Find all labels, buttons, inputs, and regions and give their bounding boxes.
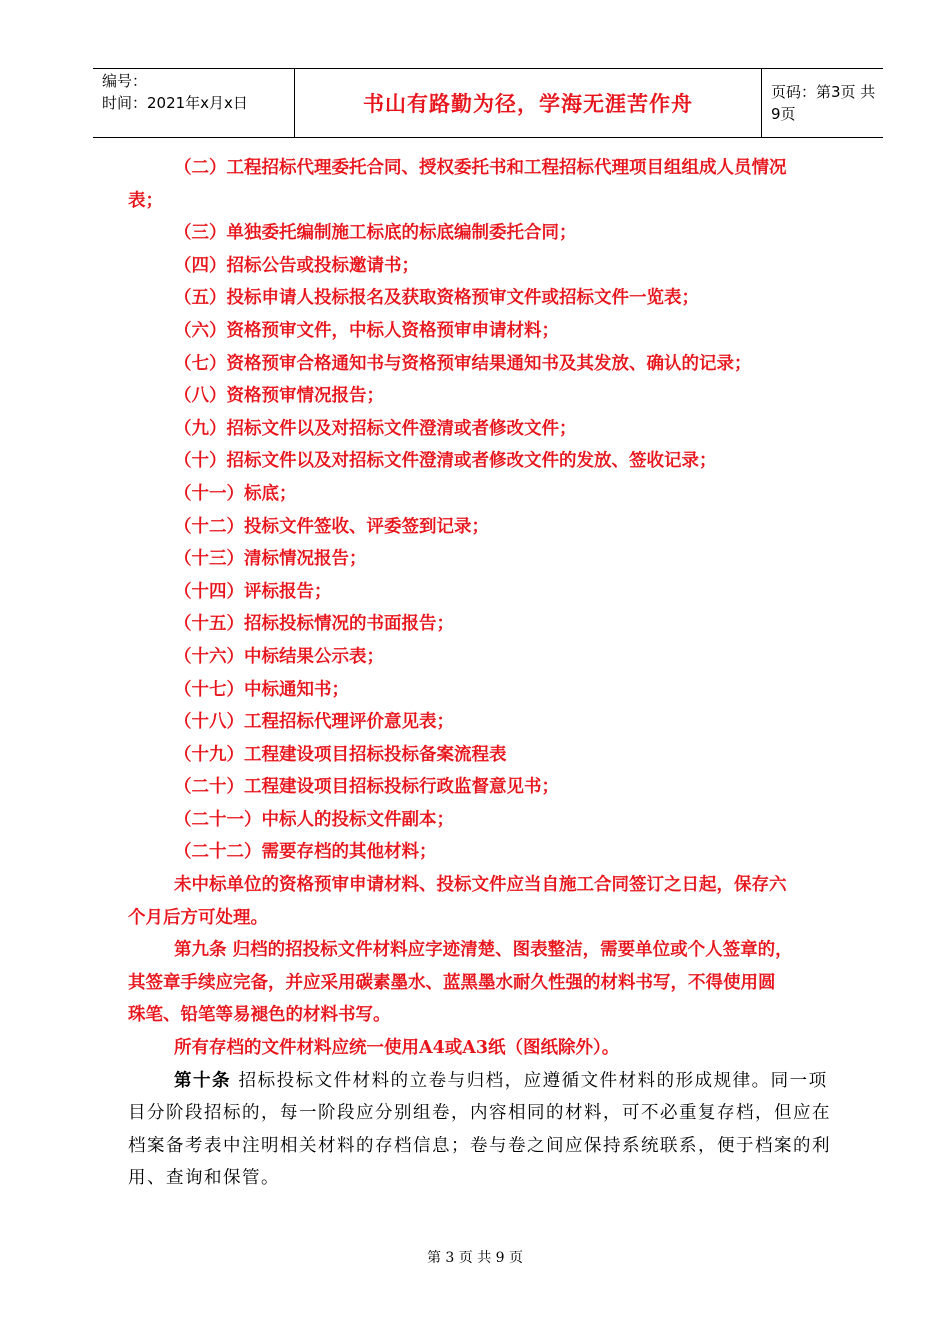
line-text: 目分阶段招标的，每一阶段应分别组卷，内容相同的材料，可不必重复存档，但应在: [128, 1103, 831, 1124]
line-text: （九）招标文件以及对招标文件澄清或者修改文件；: [174, 418, 577, 439]
text-line: [128, 771, 853, 804]
text-line: [128, 413, 853, 446]
line-text: （十六）中标结果公示表；: [174, 646, 384, 667]
time-label: 时间：2021年x月x日: [102, 94, 248, 112]
text-line: [128, 1065, 853, 1098]
text-line: [128, 1130, 853, 1163]
text-line: [128, 934, 853, 967]
line-text: （十九）工程建设项目招标投标备案流程表: [174, 744, 507, 765]
line-text: （二十）工程建设项目招标投标行政监督意见书；: [174, 777, 559, 798]
line-text: 未中标单位的资格预审申请材料、投标文件应当自施工合同签订之日起，保存六: [174, 875, 787, 896]
motto: 书山有路勤为径，学海无涯苦作舟: [363, 91, 693, 116]
line-text: （五）投标申请人投标报名及获取资格预审文件或招标文件一览表；: [174, 288, 699, 309]
page-footer: 第 3 页 共 9 页: [426, 1250, 524, 1266]
line-text: 档案备考表中注明相关材料的存档信息；卷与卷之间应保持系统联系，便于档案的利: [128, 1135, 831, 1156]
line-text: （十七）中标通知书；: [174, 679, 349, 700]
line-text: （七）资格预审合格通知书与资格预审结果通知书及其发放、确认的记录；: [174, 353, 752, 374]
text-line: [128, 152, 853, 185]
line-text: 表；: [128, 190, 163, 211]
text-line: [128, 674, 853, 707]
line-text: （十二）投标文件签收、评委签到记录；: [174, 516, 489, 537]
article-heading: 第十条: [174, 1070, 239, 1091]
header-motto-cell: [294, 69, 762, 137]
line-text: （四）招标公告或投标邀请书；: [174, 255, 419, 276]
page-info: 页码：第3页 共9页: [771, 83, 876, 123]
line-text: 其签章手续应完备，并应采用碳素墨水、蓝黑墨水耐久性强的材料书写，不得使用圆: [128, 972, 776, 993]
text-line: [128, 543, 853, 576]
line-text: （十四）评标报告；: [174, 581, 332, 602]
line-text: （二）工程招标代理委托合同、授权委托书和工程招标代理项目组组成人员情况: [174, 158, 787, 178]
text-line: [128, 706, 853, 739]
text-line: [128, 641, 853, 674]
text-line: [128, 250, 853, 283]
line-text: （二十二）需要存档的其他材料；: [174, 842, 437, 863]
line-text: （十一）标底；: [174, 483, 297, 504]
text-line: [128, 869, 853, 902]
text-line: [128, 902, 853, 935]
line-text: （八）资格预审情况报告；: [174, 386, 384, 407]
text-line: [128, 1032, 853, 1065]
line-text: 个月后方可处理。: [128, 907, 268, 928]
text-line: [128, 185, 853, 218]
text-line: [128, 348, 853, 381]
line-text: （二十一）中标人的投标文件副本；: [174, 809, 454, 830]
text-line: [128, 608, 853, 641]
text-line: [128, 478, 853, 511]
text-line: [128, 1097, 853, 1130]
text-line: [128, 217, 853, 250]
line-text: （十）招标文件以及对招标文件澄清或者修改文件的发放、签收记录；: [174, 451, 717, 472]
document-body: [128, 152, 853, 1195]
text-line: [128, 739, 853, 772]
line-text: （十五）招标投标情况的书面报告；: [174, 614, 454, 635]
text-line: [128, 445, 853, 478]
text-line: [128, 967, 853, 1000]
number-label: 编号：: [102, 72, 148, 90]
line-text: 珠笔、铅笔等易褪色的材料书写。: [128, 1005, 391, 1026]
text-line: [128, 804, 853, 837]
header-meta: [93, 69, 294, 137]
text-line: [128, 836, 853, 869]
text-line: [128, 315, 853, 348]
text-line: [128, 999, 853, 1032]
line-text: 第九条 归档的招投标文件材料应字迹清楚、图表整洁，需要单位或个人签章的，: [174, 940, 793, 961]
text-line: [128, 282, 853, 315]
text-line: [128, 1162, 853, 1195]
text-line: [128, 380, 853, 413]
line-text: （十三）清标情况报告；: [174, 549, 367, 570]
text-line: [128, 576, 853, 609]
line-text: （三）单独委托编制施工标底的标底编制委托合同；: [174, 223, 577, 244]
line-text: 招标投标文件材料的立卷与归档，应遵循文件材料的形成规律。同一项: [238, 1070, 828, 1091]
line-text: （六）资格预审文件，中标人资格预审申请材料；: [174, 320, 559, 341]
line-text: 用、查询和保管。: [128, 1168, 280, 1189]
text-line: [128, 511, 853, 544]
line-text: 所有存档的文件材料应统一使用A4或A3纸（图纸除外）。: [174, 1038, 620, 1059]
header-page-cell: [761, 69, 883, 137]
page-header: [93, 68, 883, 138]
line-text: （十八）工程招标代理评价意见表；: [174, 712, 454, 733]
